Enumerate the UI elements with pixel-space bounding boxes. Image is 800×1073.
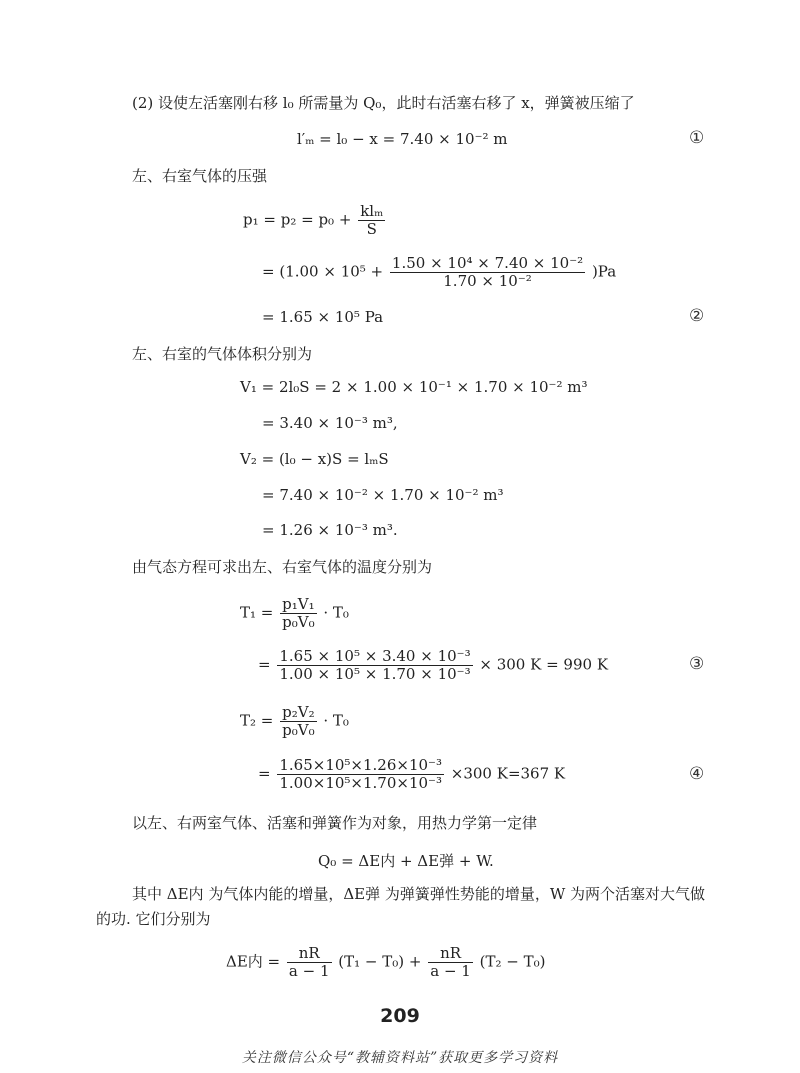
- eqe-post: (T₂ − T₀): [479, 952, 546, 971]
- eqe-lhs: ΔE内 =: [226, 952, 281, 971]
- fraction-numerator: p₂V₂: [282, 703, 315, 721]
- equation-2c: = 1.65 × 10⁵ Pa: [262, 308, 384, 326]
- text-first-law: 以左、右两室气体、活塞和弹簧作为对象，用热力学第一定律: [132, 814, 538, 832]
- equation-v2b: = 7.40 × 10⁻² × 1.70 × 10⁻² m³: [262, 486, 504, 504]
- fraction-denominator: a − 1: [430, 962, 471, 980]
- t1b-post: × 300 K = 990 K: [479, 655, 609, 674]
- equation-first-law: Q₀ = ΔE内 + ΔE弹 + W.: [318, 852, 494, 870]
- equation-t2b: [258, 757, 565, 792]
- fraction-denominator: 1.00 × 10⁵ × 1.70 × 10⁻³: [279, 665, 471, 683]
- fraction-nR-over-a-minus-1: [428, 945, 473, 980]
- eq2a-lhs: p₁ = p₂ = p₀ +: [243, 210, 352, 229]
- fraction-p1v1-over-p0v0: [280, 596, 316, 631]
- fraction-numerator: p₁V₁: [282, 595, 315, 613]
- equation-v1a: V₁ = 2l₀S = 2 × 1.00 × 10⁻¹ × 1.70 × 10⁻² m³: [240, 378, 588, 396]
- fraction-denominator: 1.70 × 10⁻²: [443, 272, 532, 290]
- equation-2a: [243, 203, 387, 238]
- t1-post: · T₀: [323, 603, 349, 622]
- equation-1: l′ₘ = l₀ − x = 7.40 × 10⁻² m: [297, 130, 508, 148]
- equation-internal-energy: [226, 945, 545, 980]
- equation-v1b: = 3.40 × 10⁻³ m³,: [262, 414, 398, 432]
- equation-marker-2: ②: [689, 306, 705, 326]
- fraction-denominator: a − 1: [288, 962, 330, 980]
- fraction-numerator: 1.50 × 10⁴ × 7.40 × 10⁻²: [391, 254, 584, 272]
- fraction-t1-value: [277, 648, 472, 683]
- equation-t1b: [258, 648, 608, 683]
- text-volume: 左、右室的气体体积分别为: [132, 345, 313, 363]
- t2-post: · T₀: [323, 711, 349, 730]
- equation-t1a: [240, 596, 349, 631]
- text-where-line-1: 其中 ΔE内 为气体内能的增量，ΔE弹 为弹簧弹性势能的增量，W 为两个活塞对大气做: [132, 885, 706, 903]
- fraction-denominator: p₀V₀: [282, 721, 315, 739]
- t2-lhs: T₂ =: [240, 711, 274, 730]
- fraction-pressure-term: [390, 255, 585, 290]
- fraction-kl-over-S: [358, 203, 385, 238]
- equation-marker-1: ①: [689, 128, 705, 148]
- eq2b-pre: = (1.00 × 10⁵ +: [262, 262, 384, 281]
- eq2b-post: )Pa: [591, 262, 617, 281]
- fraction-numerator: 1.65×10⁵×1.26×10⁻³: [279, 756, 442, 774]
- t1b-pre: =: [258, 655, 271, 674]
- equation-t2a: [240, 704, 349, 739]
- t1-lhs: T₁ =: [240, 603, 274, 622]
- equation-v2a: V₂ = (l₀ − x)S = lₘS: [240, 450, 389, 468]
- equation-2b: [262, 255, 616, 290]
- page-number: 209: [380, 1005, 420, 1027]
- t2b-pre: =: [258, 764, 271, 783]
- fraction-denominator: 1.00×10⁵×1.70×10⁻³: [279, 774, 442, 792]
- footer-watermark: 关注微信公众号“教辅资料站”获取更多学习资料: [241, 1050, 559, 1066]
- fraction-numerator: nR: [428, 945, 473, 963]
- text-pressure: 左、右室气体的压强: [132, 167, 268, 185]
- t2b-post: ×300 K=367 K: [450, 764, 566, 783]
- fraction-numerator: klₘ: [360, 202, 384, 220]
- fraction-denominator: S: [366, 220, 377, 238]
- fraction-denominator: p₀V₀: [282, 613, 315, 631]
- equation-marker-3: ③: [689, 654, 705, 674]
- fraction-t2-value: [277, 757, 444, 792]
- equation-marker-4: ④: [689, 764, 705, 784]
- fraction-numerator: 1.65 × 10⁵ × 3.40 × 10⁻³: [279, 647, 471, 665]
- equation-v2c: = 1.26 × 10⁻³ m³.: [262, 521, 398, 539]
- fraction-nR-over-a-minus-1: [287, 945, 332, 980]
- fraction-p2v2-over-p0v0: [280, 704, 316, 739]
- text-where-line-2: 的功. 它们分别为: [96, 910, 211, 928]
- fraction-numerator: nR: [287, 945, 332, 963]
- text-temperature: 由气态方程可求出左、右室气体的温度分别为: [132, 558, 433, 576]
- eqe-mid: (T₁ − T₀) +: [338, 952, 422, 971]
- paragraph-setup: (2) 设使左活塞刚右移 l₀ 所需量为 Q₀，此时右活塞右移了 x，弹簧被压缩了: [132, 94, 635, 112]
